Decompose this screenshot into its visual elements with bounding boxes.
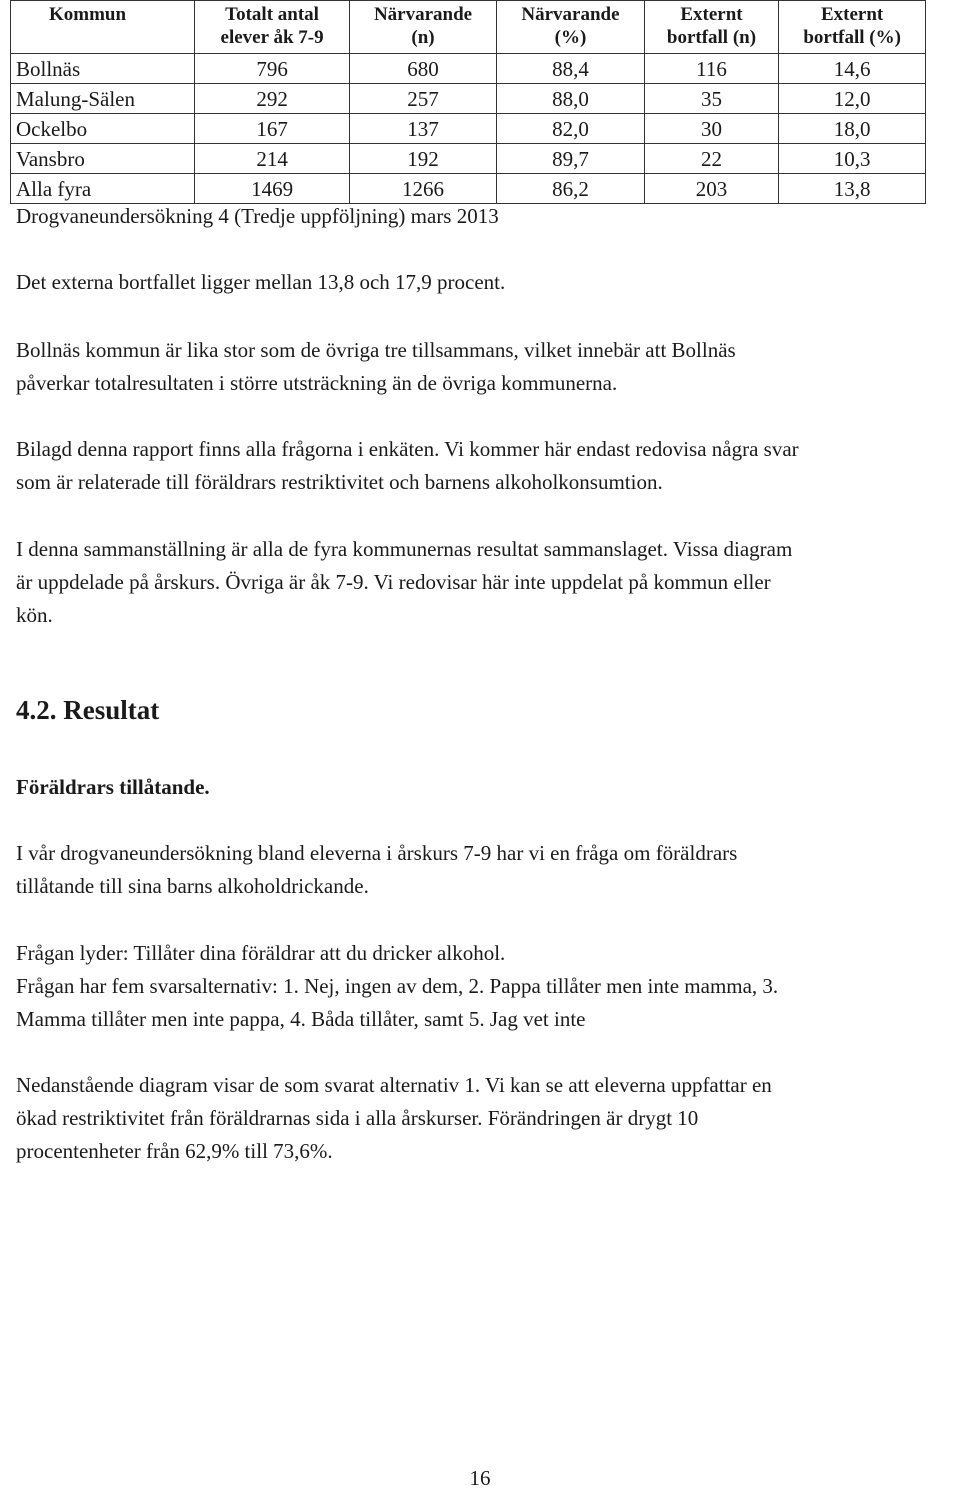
cell-bortfall-n: 35: [644, 84, 779, 114]
header-narvarande-pct: Närvarande (%): [497, 1, 644, 54]
paragraph-bortfall: Det externa bortfallet ligger mellan 13,8 och 17,9 procent.: [16, 270, 506, 294]
cell-bortfall-n: 203: [644, 174, 779, 204]
cell-bortfall-pct: 12,0: [779, 84, 926, 114]
cell-kommun: Ockelbo: [11, 114, 195, 144]
cell-bortfall-n: 116: [644, 54, 779, 84]
page-number: 16: [469, 1466, 491, 1490]
cell-kommun: Malung-Sälen: [11, 84, 195, 114]
cell-kommun: Bollnäs: [11, 54, 195, 84]
cell-narvarande-n: 680: [349, 54, 496, 84]
header-totalt: Totalt antal elever åk 7-9: [195, 1, 349, 54]
cell-kommun: Vansbro: [11, 144, 195, 174]
cell-totalt: 1469: [195, 174, 349, 204]
cell-totalt: 214: [195, 144, 349, 174]
cell-narvarande-pct: 89,7: [497, 144, 644, 174]
paragraph-fragan: Frågan lyder: Tillåter dina föräldrar att du dricker alkohol. Frågan har fem svarsalternativ: 1. Nej, ingen av dem, 2. Pappa tillåter men inte mamma, 3. Mamma tillåter men inte pappa, 4. Båda tillåter, samt 5. Jag vet inte: [16, 941, 779, 1031]
cell-narvarande-pct: 82,0: [497, 114, 644, 144]
table-row: [11, 144, 926, 174]
cell-narvarande-n: 257: [349, 84, 496, 114]
cell-bortfall-pct: 18,0: [779, 114, 926, 144]
cell-narvarande-n: 192: [349, 144, 496, 174]
section-heading: 4.2. Resultat: [16, 695, 160, 725]
cell-bortfall-pct: 13,8: [779, 174, 926, 204]
cell-narvarande-pct: 86,2: [497, 174, 644, 204]
table-row: [11, 54, 926, 84]
paragraph-sammanstallning: I denna sammanställning är alla de fyra kommunernas resultat sammanslaget. Vissa diagram är uppdelade på årskurs. Övriga är åk 7-9. Vi redovisar här inte uppdelat på kommun eller kön.: [16, 537, 793, 627]
cell-narvarande-pct: 88,0: [497, 84, 644, 114]
header-bortfall-pct: Externt bortfall (%): [779, 1, 926, 54]
header-bortfall-n: Externt bortfall (n): [644, 1, 779, 54]
cell-narvarande-n: 1266: [349, 174, 496, 204]
paragraph-bollnas: Bollnäs kommun är lika stor som de övriga tre tillsammans, vilket innebär att Bollnäs påverkar totalresultaten i större utsträckning än de övriga kommunerna.: [16, 338, 736, 395]
subsection-heading: Föräldrars tillåtande.: [16, 775, 210, 799]
table-row: [11, 114, 926, 144]
cell-totalt: 167: [195, 114, 349, 144]
cell-narvarande-pct: 88,4: [497, 54, 644, 84]
table-header-row: [11, 1, 926, 54]
header-narvarande-n: Närvarande (n): [349, 1, 496, 54]
cell-bortfall-pct: 10,3: [779, 144, 926, 174]
paragraph-bilagd: Bilagd denna rapport finns alla frågorna i enkäten. Vi kommer här endast redovisa några svar som är relaterade till föräldrars restriktivitet och barnens alkoholkonsumtion.: [16, 437, 799, 494]
table-row: [11, 174, 926, 204]
table-caption: Drogvaneundersökning 4 (Tredje uppföljning) mars 2013: [16, 204, 499, 228]
table-row: [11, 84, 926, 114]
attendance-table: [10, 0, 926, 204]
cell-bortfall-pct: 14,6: [779, 54, 926, 84]
paragraph-drogvane: I vår drogvaneundersökning bland eleverna i årskurs 7-9 har vi en fråga om föräldrars tillåtande till sina barns alkoholdrickande.: [16, 841, 738, 898]
cell-kommun: Alla fyra: [11, 174, 195, 204]
header-kommun: Kommun: [11, 1, 195, 54]
cell-narvarande-n: 137: [349, 114, 496, 144]
cell-totalt: 796: [195, 54, 349, 84]
cell-totalt: 292: [195, 84, 349, 114]
cell-bortfall-n: 30: [644, 114, 779, 144]
paragraph-diagram: Nedanstående diagram visar de som svarat alternativ 1. Vi kan se att eleverna uppfattar en ökad restriktivitet från föräldrarnas sida i alla årskurser. Förändringen är drygt 10 procentenheter från 62,9% till 73,6%.: [16, 1073, 772, 1163]
cell-bortfall-n: 22: [644, 144, 779, 174]
